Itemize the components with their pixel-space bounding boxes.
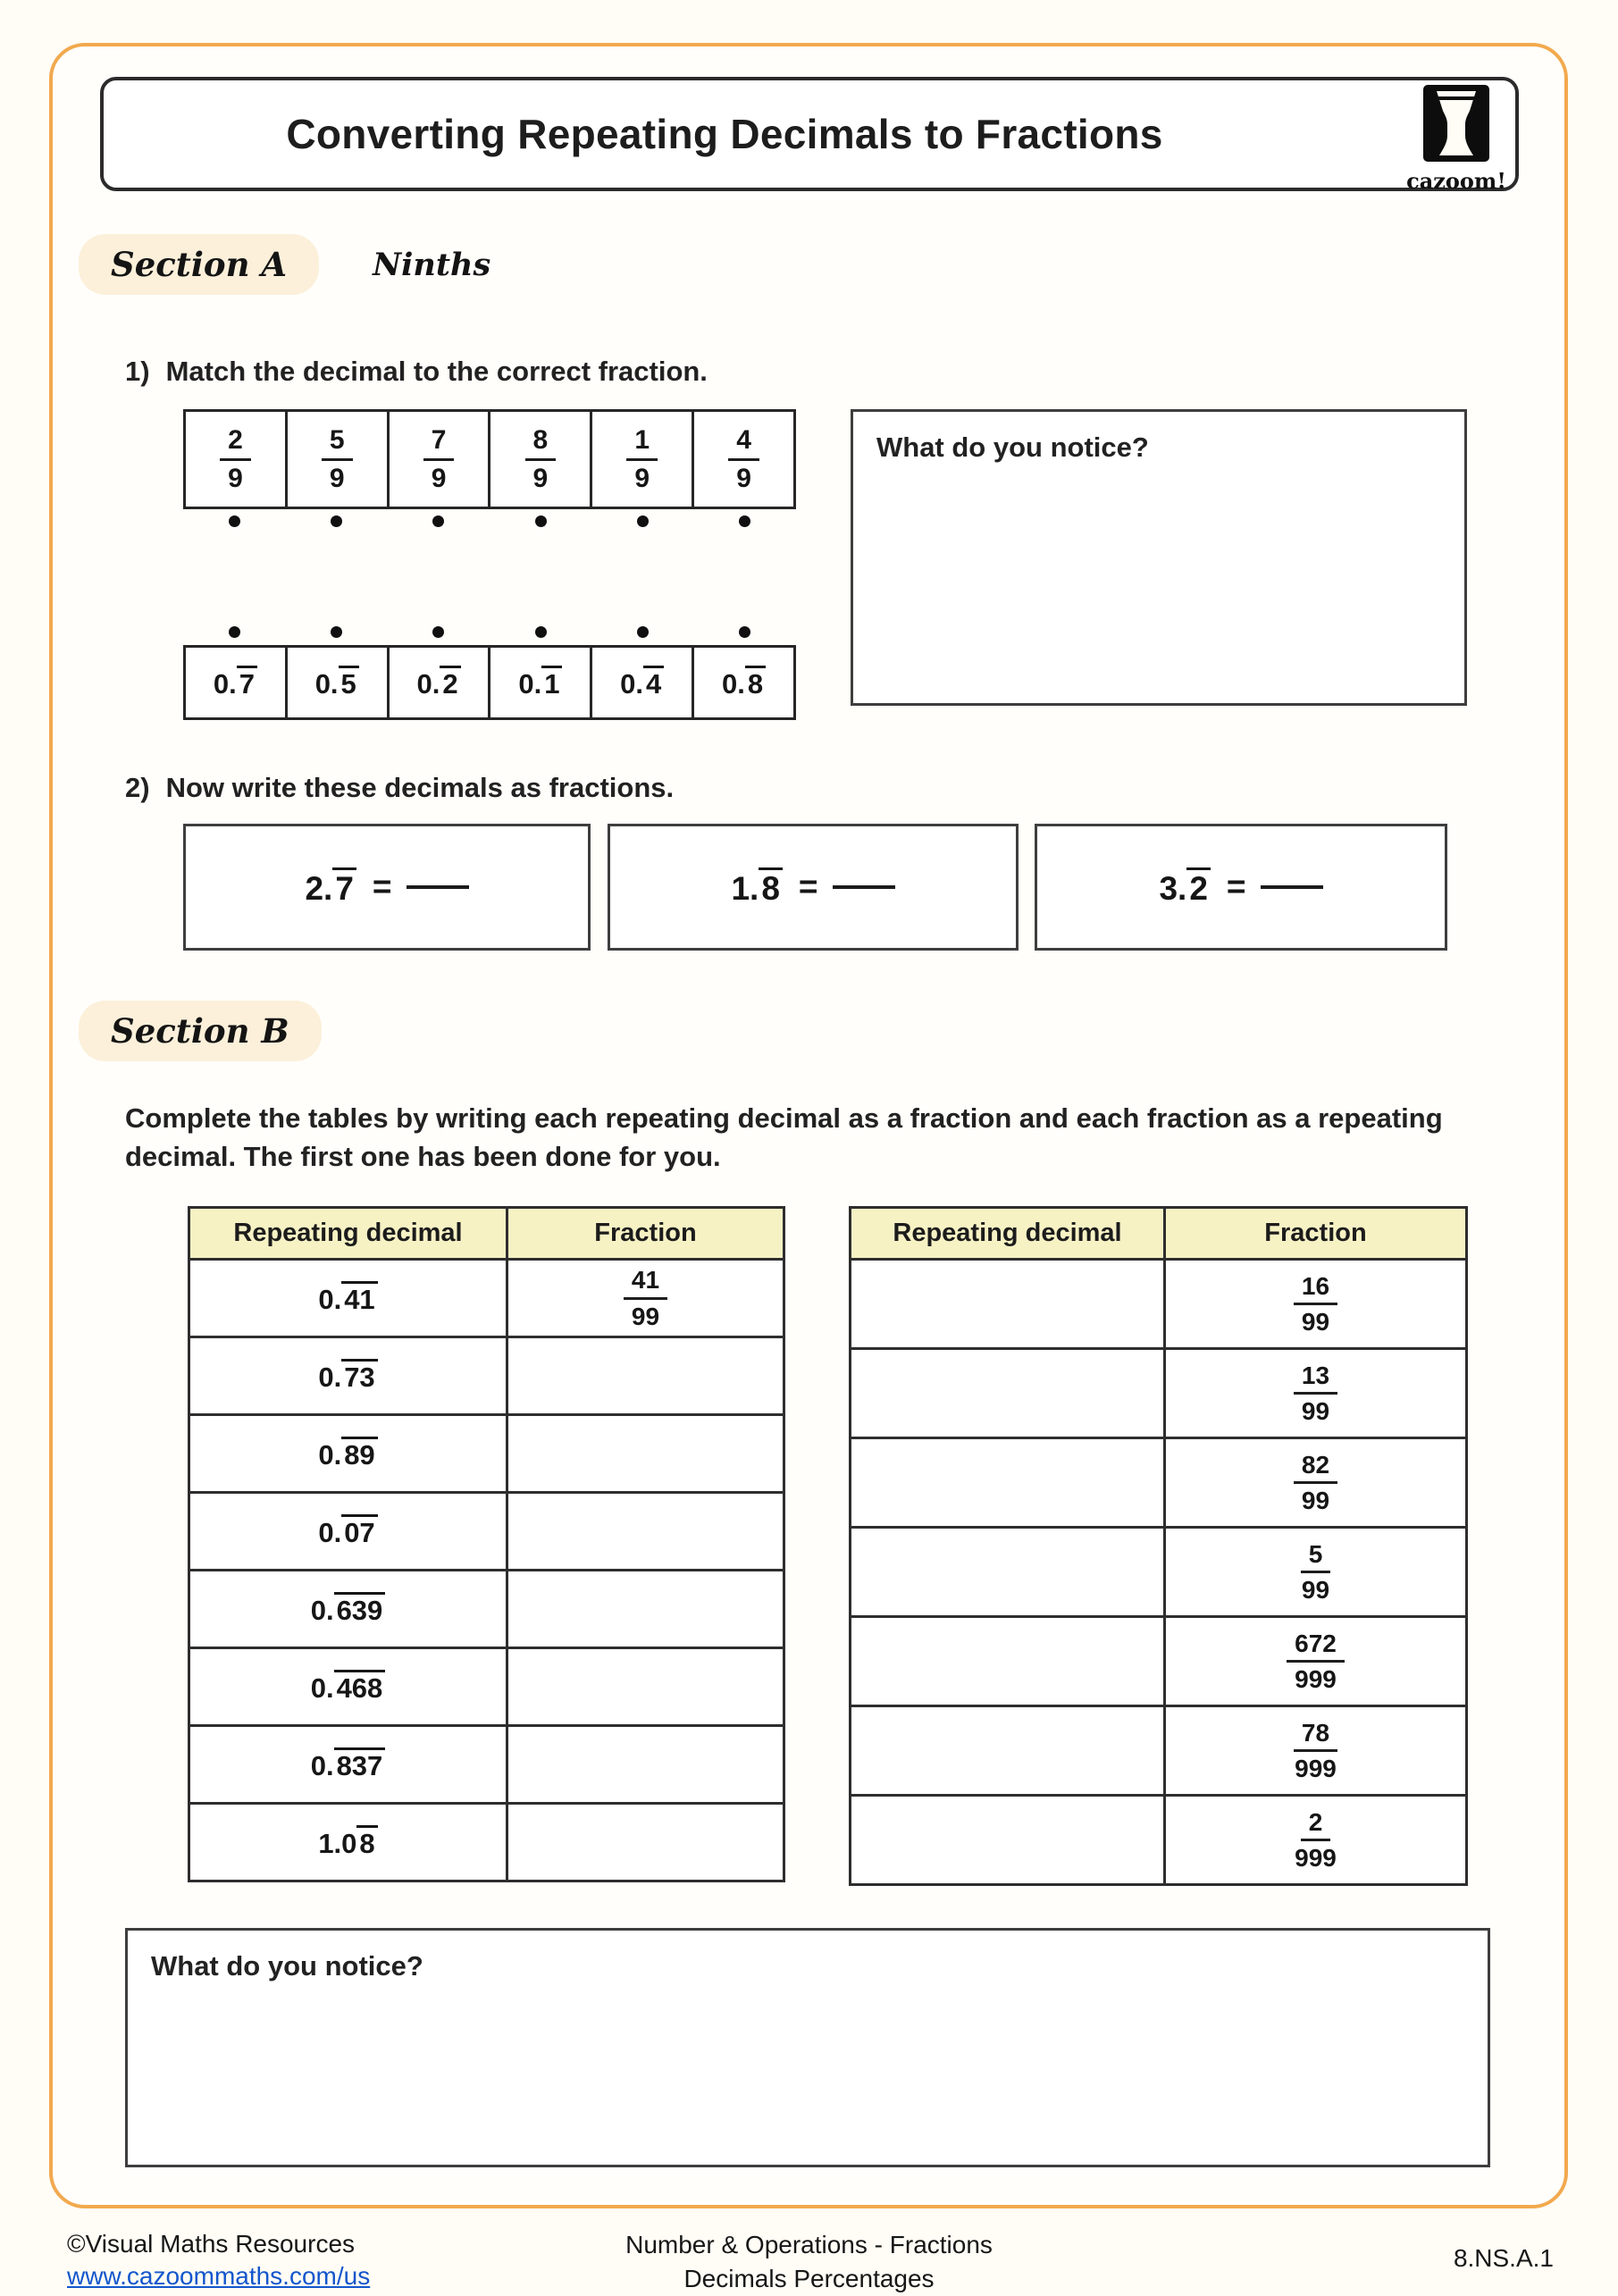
repeating-decimal-value [189, 1804, 507, 1881]
fraction-numerator: 41 [624, 1267, 667, 1299]
decimal-repeating-part: 468 [334, 1670, 386, 1704]
match-dot[interactable] [637, 626, 649, 638]
decimal-repeating-part: 5 [339, 666, 359, 700]
table-header-row [189, 1208, 784, 1260]
decimal-to-fraction-item [608, 824, 1019, 951]
match-dot[interactable] [432, 626, 444, 638]
answer-cell[interactable] [851, 1796, 1165, 1885]
fraction-denominator: 99 [1301, 1576, 1330, 1604]
equals-sign: = [372, 868, 392, 905]
decimal-option [186, 648, 285, 717]
table-row [851, 1349, 1467, 1438]
answer-cell[interactable] [851, 1438, 1165, 1528]
table-row [851, 1617, 1467, 1706]
decimal-repeating-part: 7 [237, 666, 257, 700]
table-row [851, 1260, 1467, 1349]
answer-cell[interactable] [507, 1571, 784, 1648]
fraction-numerator: 1 [626, 426, 658, 461]
question-2-text: Now write these decimals as fractions. [165, 772, 675, 803]
fraction-option [285, 412, 387, 507]
repeating-decimal-value [189, 1415, 507, 1493]
question-1-number: 1) [125, 356, 150, 387]
repeating-decimal-value [189, 1726, 507, 1804]
dot-cell [591, 515, 693, 527]
match-dot[interactable] [432, 515, 444, 527]
decimal-prefix: 0. [310, 1749, 334, 1781]
repeating-decimal-value [189, 1337, 507, 1415]
fraction-options-box [183, 409, 796, 509]
answer-cell[interactable] [507, 1415, 784, 1493]
answer-cell[interactable] [851, 1528, 1165, 1617]
column-header-repeating-decimal: Repeating decimal [851, 1208, 1165, 1260]
repeating-decimal-table-left [188, 1206, 785, 1882]
topic-line-1: Number & Operations - Fractions [625, 2231, 993, 2258]
fraction-denominator: 99 [1301, 1487, 1330, 1514]
decimal-prefix: 0. [310, 1594, 334, 1626]
decimal-prefix: 2. [305, 869, 333, 907]
decimal-repeating-part: 07 [341, 1514, 377, 1548]
dot-cell [388, 626, 490, 638]
decimal-option [488, 648, 590, 717]
match-dot[interactable] [739, 515, 750, 527]
answer-cell[interactable] [507, 1648, 784, 1726]
notice-answer-box[interactable] [125, 1928, 1490, 2167]
copyright-text: ©Visual Maths Resources [67, 2230, 356, 2258]
decimal-repeating-part: 41 [341, 1281, 377, 1315]
dot-cell [490, 626, 591, 638]
decimal-option [387, 648, 489, 717]
fraction-denominator: 999 [1295, 1844, 1337, 1872]
footer-center [0, 2228, 1618, 2296]
table-row [189, 1726, 784, 1804]
fraction-option [186, 412, 285, 507]
decimal-repeating-part: 837 [334, 1747, 386, 1781]
section-b-header [79, 1001, 322, 1061]
fraction-numerator: 2 [220, 426, 251, 461]
section-a-header [79, 234, 490, 295]
fraction-numerator: 8 [525, 426, 557, 461]
decimal-repeating-part: 73 [341, 1359, 377, 1393]
answer-blank[interactable] [1261, 885, 1323, 889]
decimal-repeating-part: 2 [1186, 867, 1211, 907]
decimal-match-dots [183, 626, 796, 638]
fraction-numerator: 5 [1301, 1541, 1331, 1573]
match-dot[interactable] [331, 626, 342, 638]
section-b-label: Section B [79, 1001, 322, 1061]
fraction-match-dots [183, 515, 796, 527]
table-row [851, 1706, 1467, 1796]
fraction-option [692, 412, 793, 507]
fraction-value [1165, 1706, 1467, 1796]
decimal-repeating-part: 8 [745, 666, 766, 700]
match-dot[interactable] [535, 515, 547, 527]
decimal-repeating-part: 4 [643, 666, 664, 700]
table-row [851, 1796, 1467, 1885]
website-link[interactable]: www.cazoommaths.com/us [67, 2262, 371, 2291]
decimal-prefix: 0. [620, 667, 644, 700]
decimal-prefix: 0. [722, 667, 745, 700]
fraction-numerator: 2 [1301, 1809, 1331, 1841]
fraction-numerator: 5 [322, 426, 353, 461]
decimal-to-fraction-item [1035, 824, 1447, 951]
decimal-repeating-part: 8 [356, 1825, 377, 1859]
fraction-value [1165, 1796, 1467, 1885]
fraction-denominator: 9 [736, 463, 751, 493]
fraction-numerator: 16 [1294, 1273, 1337, 1305]
column-header-fraction: Fraction [507, 1208, 784, 1260]
table-row [189, 1337, 784, 1415]
fraction-denominator: 9 [329, 463, 345, 493]
decimal-prefix: 1. [731, 869, 759, 907]
fraction-denominator: 99 [1301, 1308, 1330, 1336]
fraction-numerator: 4 [728, 426, 759, 461]
fraction-option [590, 412, 692, 507]
dot-cell [694, 626, 796, 638]
column-header-fraction: Fraction [1165, 1208, 1467, 1260]
notice-answer-box[interactable] [851, 409, 1467, 706]
table-row [189, 1415, 784, 1493]
repeating-decimal-value [189, 1648, 507, 1726]
logo-text: cazoom! [1406, 168, 1506, 194]
table-row [189, 1260, 784, 1337]
fraction-denominator: 9 [431, 463, 447, 493]
table-row [189, 1571, 784, 1648]
equals-sign: = [1226, 868, 1246, 905]
question-1-text: Match the decimal to the correct fraction. [165, 356, 708, 387]
notice-label: What do you notice? [876, 432, 1149, 463]
table-row [851, 1528, 1467, 1617]
fraction-option [387, 412, 489, 507]
decimal-prefix: 0. [518, 667, 542, 700]
fraction-denominator: 999 [1295, 1665, 1337, 1693]
answer-blank[interactable] [833, 885, 895, 889]
decimal-prefix: 0. [318, 1516, 342, 1548]
fraction-denominator: 99 [1301, 1397, 1330, 1425]
column-header-repeating-decimal: Repeating decimal [189, 1208, 507, 1260]
fraction-value [1165, 1260, 1467, 1349]
notice-label: What do you notice? [151, 1950, 423, 1982]
match-dot[interactable] [739, 626, 750, 638]
table-header-row [851, 1208, 1467, 1260]
decimal-option [692, 648, 793, 717]
fraction-value [507, 1260, 784, 1337]
answer-cell[interactable] [851, 1706, 1165, 1796]
table-row [189, 1804, 784, 1881]
fraction-numerator: 78 [1294, 1720, 1337, 1752]
dot-cell [183, 515, 285, 527]
dot-cell [694, 515, 796, 527]
fraction-option [488, 412, 590, 507]
decimal-prefix: 0. [318, 1283, 342, 1315]
topic-line-2: Decimals Percentages [683, 2264, 935, 2292]
fraction-numerator: 82 [1294, 1452, 1337, 1484]
fraction-numerator: 672 [1287, 1630, 1345, 1663]
answer-cell[interactable] [507, 1337, 784, 1415]
answer-cell[interactable] [507, 1493, 784, 1571]
answer-cell[interactable] [507, 1726, 784, 1804]
page-title: Converting Repeating Decimals to Fractions [286, 111, 1163, 157]
question-2-heading [125, 772, 674, 804]
cazoom-logo [1398, 84, 1514, 194]
section-a-subtitle: Ninths [373, 246, 491, 283]
answer-blank[interactable] [407, 885, 469, 889]
equals-sign: = [798, 868, 818, 905]
decimal-option [285, 648, 387, 717]
fraction-value [1165, 1617, 1467, 1706]
answer-cell[interactable] [851, 1617, 1165, 1706]
fraction-value [1165, 1438, 1467, 1528]
dot-cell [591, 626, 693, 638]
answer-cell[interactable] [507, 1804, 784, 1881]
fraction-denominator: 999 [1295, 1755, 1337, 1782]
decimal-prefix: 0. [416, 667, 440, 700]
title-box [100, 77, 1519, 191]
match-dot[interactable] [229, 626, 240, 638]
decimal-option [590, 648, 692, 717]
fraction-denominator: 9 [634, 463, 650, 493]
repeating-decimal-table-right [849, 1206, 1468, 1886]
fraction-value [1165, 1349, 1467, 1438]
section-b-instructions: Complete the tables by writing each repeating decimal as a fraction and each fraction as a repeating decimal. The first one has been done for you. [125, 1102, 1443, 1173]
match-dot[interactable] [229, 515, 240, 527]
question-2-number: 2) [125, 772, 150, 803]
decimal-repeating-part: 89 [341, 1437, 377, 1471]
table-row [189, 1493, 784, 1571]
fraction-numerator: 7 [423, 426, 455, 461]
question-1-heading [125, 356, 708, 388]
fraction-denominator: 9 [532, 463, 549, 493]
match-dot[interactable] [535, 626, 547, 638]
fraction-value [1165, 1528, 1467, 1617]
decimal-repeating-part: 7 [332, 867, 356, 907]
decimal-prefix: 0. [314, 667, 339, 700]
dot-cell [490, 515, 591, 527]
decimal-prefix: 1.0 [318, 1827, 357, 1859]
decimal-repeating-part: 1 [541, 666, 562, 700]
table-row [851, 1438, 1467, 1528]
decimal-prefix: 0. [318, 1438, 342, 1471]
decimal-prefix: 0. [310, 1672, 334, 1704]
decimal-to-fraction-item [183, 824, 591, 951]
cazoom-drum-icon [1422, 151, 1490, 166]
decimal-repeating-part: 639 [334, 1592, 386, 1626]
fraction-denominator: 9 [228, 463, 243, 493]
decimal-prefix: 3. [1159, 869, 1187, 907]
decimal-repeating-part: 2 [440, 666, 460, 700]
decimal-repeating-part: 8 [759, 867, 783, 907]
fraction-denominator: 99 [631, 1302, 660, 1330]
decimal-prefix: 0. [318, 1361, 342, 1393]
table-row [189, 1648, 784, 1726]
dot-cell [285, 515, 387, 527]
dot-cell [285, 626, 387, 638]
section-a-label: Section A [79, 234, 319, 295]
fraction-numerator: 13 [1294, 1362, 1337, 1395]
match-dot[interactable] [331, 515, 342, 527]
answer-cell[interactable] [851, 1349, 1165, 1438]
repeating-decimal-value [189, 1571, 507, 1648]
repeating-decimal-value [189, 1260, 507, 1337]
dot-cell [388, 515, 490, 527]
answer-cell[interactable] [851, 1260, 1165, 1349]
dot-cell [183, 626, 285, 638]
match-dot[interactable] [637, 515, 649, 527]
decimal-options-box [183, 645, 796, 720]
decimal-prefix: 0. [213, 667, 237, 700]
repeating-decimal-value [189, 1493, 507, 1571]
standard-code: 8.NS.A.1 [1453, 2244, 1554, 2272]
